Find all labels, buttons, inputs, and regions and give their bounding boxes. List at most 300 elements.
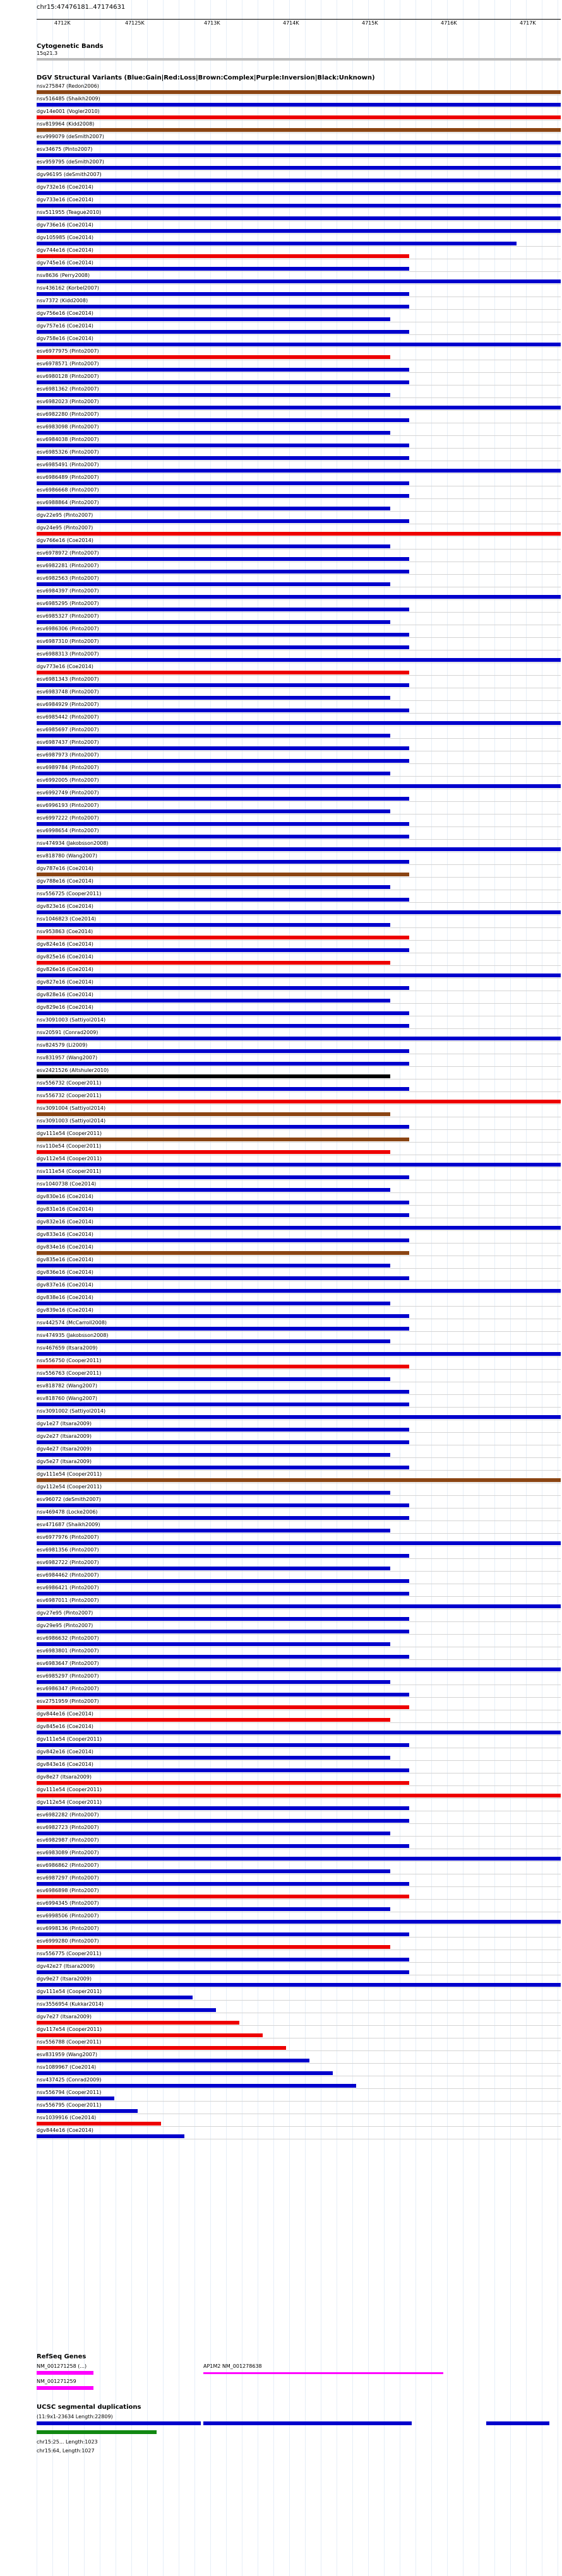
dgv-variant-bar[interactable] [37,2084,356,2088]
dgv-variant-bar[interactable] [37,2046,286,2050]
dgv-variant-bar[interactable] [37,898,409,902]
row-separator [37,902,561,903]
dgv-variant-bar[interactable] [37,1932,409,1936]
dgv-variant-bar[interactable] [37,1377,390,1381]
dgv-variant-bar[interactable] [37,1869,390,1873]
dgv-variant-bar[interactable] [37,1150,390,1154]
dgv-variant-bar[interactable] [37,1453,390,1457]
dgv-variant-bar[interactable] [37,1087,409,1091]
dgv-variant-bar[interactable] [37,721,561,725]
dgv-variant-bar[interactable] [37,1251,409,1255]
dgv-variant-bar[interactable] [37,254,409,258]
dgv-track-label: dgv744e16 (Coe2014) [37,247,93,253]
dgv-variant-bar[interactable] [37,658,561,662]
dgv-variant-bar[interactable] [37,469,561,473]
dgv-variant-bar[interactable] [37,242,517,245]
row-separator [37,637,561,638]
dgv-track-label: nsv8636 (Perry2008) [37,273,90,278]
row-separator [37,1798,561,1799]
dgv-track-label: esv6977976 (Pinto2007) [37,1534,99,1540]
dgv-track-label: nsv7372 (Kidd2008) [37,298,88,303]
dgv-variant-bar[interactable] [37,595,561,599]
dgv-variant-bar[interactable] [37,847,561,851]
row-separator [37,1571,561,1572]
dgv-variant-bar[interactable] [37,1630,409,1633]
dgv-variant-bar[interactable] [37,1844,409,1848]
dgv-variant-bar[interactable] [37,1781,409,1785]
row-separator [37,448,561,449]
row-separator [37,1457,561,1458]
dgv-variant-bar[interactable] [37,1604,561,1608]
dgv-track-label: esv6983748 (Pinto2007) [37,689,99,695]
cytoband-label: 15q21.3 [37,50,58,56]
dgv-variant-bar[interactable] [37,746,409,750]
dgv-variant-bar[interactable] [37,368,409,372]
dgv-track-label: dgv832e16 (Coe2014) [37,1219,93,1225]
dgv-track-label: dgv844e16 (Coe2014) [37,2127,93,2133]
dgv-variant-bar[interactable] [37,1264,390,1267]
refseq-gene-bar[interactable] [37,2371,93,2375]
row-separator [37,233,561,234]
dgv-variant-bar[interactable] [37,1100,561,1103]
dgv-variant-bar[interactable] [37,229,561,233]
dgv-variant-bar[interactable] [37,1642,390,1646]
dgv-track-label: esv6998654 (Pinto2007) [37,828,99,833]
ruler-tick-label: 4716K [441,20,457,26]
dgv-track-label: esv6986862 (Pinto2007) [37,1862,99,1868]
dgv-track-label: esv6981362 (Pinto2007) [37,386,99,392]
row-separator [37,1634,561,1635]
dgv-variant-bar[interactable] [37,1024,409,1028]
dgv-track-label: dgv4e27 (Itsara2009) [37,1446,92,1452]
dgv-variant-bar[interactable] [37,1352,561,1356]
dgv-variant-bar[interactable] [37,380,409,384]
row-separator [37,397,561,398]
row-separator [37,826,561,827]
dgv-track-label: esv6986489 (Pinto2007) [37,474,99,480]
dgv-variant-bar[interactable] [37,1554,409,1558]
dgv-variant-bar[interactable] [37,1731,561,1734]
dgv-track-label: dgv828e16 (Coe2014) [37,992,93,997]
row-separator [37,662,561,663]
dgv-variant-bar[interactable] [37,279,561,283]
dgv-variant-bar[interactable] [37,582,390,586]
dgv-variant-bar[interactable] [37,128,561,132]
dgv-variant-bar[interactable] [37,544,390,548]
dgv-variant-bar[interactable] [37,1718,390,1722]
dgv-variant-bar[interactable] [37,986,409,990]
dgv-variant-bar[interactable] [37,317,390,321]
dgv-variant-bar[interactable] [37,1138,409,1141]
dgv-variant-bar[interactable] [37,1125,409,1129]
dgv-track-label: esv6977975 (Pinto2007) [37,348,99,354]
ruler-tick-label: 4712K [54,20,71,26]
dgv-variant-bar[interactable] [37,772,390,775]
dgv-variant-bar[interactable] [37,2109,138,2113]
row-separator [37,549,561,550]
dgv-track-label: esv6987297 (Pinto2007) [37,1875,99,1881]
dgv-variant-bar[interactable] [37,1213,409,1217]
segdup-bar[interactable] [486,2421,549,2425]
dgv-variant-bar[interactable] [37,1226,561,1230]
dgv-variant-bar[interactable] [37,2033,263,2037]
dgv-variant-bar[interactable] [37,1693,409,1697]
dgv-variant-bar[interactable] [37,2097,114,2100]
dgv-variant-bar[interactable] [37,1289,561,1293]
dgv-variant-bar[interactable] [37,784,561,788]
dgv-variant-bar[interactable] [37,1832,390,1835]
dgv-variant-bar[interactable] [37,1857,561,1861]
dgv-track-label: esv6985697 (Pinto2007) [37,727,99,732]
dgv-track-label: dgv96195 (deSmith2007) [37,172,102,177]
dgv-variant-bar[interactable] [37,923,390,927]
dgv-variant-bar[interactable] [37,557,409,561]
row-separator [37,1962,561,1963]
dgv-variant-bar[interactable] [37,696,390,700]
dgv-variant-bar[interactable] [37,103,561,107]
ruler-tick-label: 4717K [520,20,536,26]
dgv-track-label: dgv826e16 (Coe2014) [37,967,93,972]
dgv-variant-bar[interactable] [37,1428,409,1432]
row-separator [37,1495,561,1496]
dgv-variant-bar[interactable] [37,406,561,409]
row-separator [37,347,561,348]
row-separator [37,1003,561,1004]
dgv-track-label: esv6986898 (Pinto2007) [37,1888,99,1893]
row-separator [37,1268,561,1269]
dgv-variant-bar[interactable] [37,2122,161,2126]
dgv-variant-bar[interactable] [37,1970,409,1974]
grid-line [447,0,448,2576]
dgv-variant-bar[interactable] [37,885,390,889]
dgv-track-label: dgv8e27 (Itsara2009) [37,1774,92,1780]
row-separator [37,965,561,966]
dgv-track-label: dgv111e54 (Cooper2011) [37,1471,102,1477]
dgv-variant-bar[interactable] [37,2071,333,2075]
dgv-variant-bar[interactable] [37,1806,409,1810]
dgv-variant-bar[interactable] [37,1478,561,1482]
dgv-track-label: dgv787e16 (Coe2014) [37,866,93,871]
dgv-variant-bar[interactable] [37,179,561,182]
dgv-variant-bar[interactable] [37,1907,390,1911]
dgv-track-label: esv6984397 (Pinto2007) [37,588,99,594]
row-separator [37,1722,561,1723]
dgv-variant-bar[interactable] [37,1655,409,1659]
dgv-variant-bar[interactable] [37,1074,390,1078]
refseq-gene-label: AP1M2 NM_001278638 [203,2363,262,2369]
dgv-variant-bar[interactable] [37,1365,409,1368]
dgv-track-label: nsv556750 (Cooper2011) [37,1358,102,1363]
dgv-variant-bar[interactable] [37,1882,409,1886]
row-separator [37,473,561,474]
dgv-variant-bar[interactable] [37,1201,409,1204]
dgv-variant-bar[interactable] [37,620,390,624]
dgv-variant-bar[interactable] [37,809,390,813]
row-separator [37,839,561,840]
dgv-variant-bar[interactable] [37,1768,409,1772]
dgv-variant-bar[interactable] [37,431,390,435]
row-separator [37,1836,561,1837]
ruler-line [37,19,561,20]
row-separator [37,2126,561,2127]
grid-line [163,0,164,2576]
ruler-tick-label: 47125K [125,20,145,26]
dgv-variant-bar[interactable] [37,873,409,876]
dgv-variant-bar[interactable] [37,1529,390,1532]
dgv-variant-bar[interactable] [37,709,409,712]
dgv-track-label: esv6982281 (Pinto2007) [37,563,99,568]
dgv-variant-bar[interactable] [37,1567,390,1570]
dgv-variant-bar[interactable] [37,1592,409,1596]
dgv-track-label: esv6999280 (Pinto2007) [37,1938,99,1944]
row-separator [37,334,561,335]
dgv-variant-bar[interactable] [37,1516,409,1520]
dgv-track-label: esv6981343 (Pinto2007) [37,676,99,682]
dgv-variant-bar[interactable] [37,267,409,271]
dgv-variant-bar[interactable] [37,507,390,510]
dgv-track-label: esv6983801 (Pinto2007) [37,1648,99,1654]
grid-line [431,0,432,2576]
dgv-track-label: nsv819964 (Kidd2008) [37,121,95,127]
row-separator [37,1924,561,1925]
dgv-variant-bar[interactable] [37,2059,309,2062]
segdup-bar[interactable] [203,2421,412,2425]
row-separator [37,1785,561,1786]
dgv-track-label: dgv736e16 (Coe2014) [37,222,93,228]
dgv-variant-bar[interactable] [37,999,390,1003]
dgv-variant-bar[interactable] [37,822,409,826]
dgv-track-label: esv6986347 (Pinto2007) [37,1686,99,1691]
dgv-track-label: dgv842e16 (Coe2014) [37,1749,93,1755]
dgv-variant-bar[interactable] [37,835,409,838]
dgv-variant-bar[interactable] [37,1415,561,1419]
dgv-variant-bar[interactable] [37,216,561,220]
dgv-variant-bar[interactable] [37,734,390,738]
row-separator [37,864,561,865]
dgv-track-label: esv6984038 (Pinto2007) [37,437,99,442]
segdup-bar[interactable] [37,2430,157,2434]
dgv-variant-bar[interactable] [37,343,561,346]
dgv-variant-bar[interactable] [37,961,390,965]
dgv-variant-bar[interactable] [37,1819,409,1823]
row-separator [37,309,561,310]
refseq-title: RefSeq Genes [37,2353,87,2360]
dgv-variant-bar[interactable] [37,1794,561,1797]
dgv-variant-bar[interactable] [37,1680,390,1684]
row-separator [37,927,561,928]
dgv-track-label: esv6985491 (Pinto2007) [37,462,99,468]
row-separator [37,1028,561,1029]
refseq-gene-bar[interactable] [37,2386,93,2390]
dgv-variant-bar[interactable] [37,1037,561,1040]
dgv-track-label: dgv831e16 (Coe2014) [37,1206,93,1212]
dgv-variant-bar[interactable] [37,1503,409,1507]
dgv-track-label: nsv1040738 (Coe2014) [37,1181,97,1187]
dgv-variant-bar[interactable] [37,1327,409,1331]
dgv-variant-bar[interactable] [37,1011,409,1015]
dgv-variant-bar[interactable] [37,1743,409,1747]
dgv-variant-bar[interactable] [37,141,561,144]
dgv-track-label: nsv474935 (Jakobsson2008) [37,1332,109,1338]
dgv-variant-bar[interactable] [37,494,409,498]
dgv-variant-bar[interactable] [37,1756,390,1760]
row-separator [37,107,561,108]
dgv-variant-bar[interactable] [37,2008,216,2012]
dgv-variant-bar[interactable] [37,608,409,611]
dgv-track-label: nsv469478 (Locke2006) [37,1509,98,1515]
dgv-variant-bar[interactable] [37,1491,390,1495]
dgv-variant-bar[interactable] [37,633,409,637]
row-separator [37,246,561,247]
dgv-track-label: dgv14e001 (Vogler2010) [37,109,100,114]
row-separator [37,1407,561,1408]
dgv-variant-bar[interactable] [37,1188,390,1192]
dgv-track-label: dgv758e16 (Coe2014) [37,336,93,341]
dgv-variant-bar[interactable] [37,948,409,952]
dgv-variant-bar[interactable] [37,166,561,170]
dgv-variant-bar[interactable] [37,418,409,422]
dgv-track-label: esv6996193 (Pinto2007) [37,803,99,808]
dgv-variant-bar[interactable] [37,671,409,674]
dgv-track-label: esv6987011 (Pinto2007) [37,1597,99,1603]
dgv-track-label: esv6985442 (Pinto2007) [37,714,99,720]
dgv-track-label: dgv27e95 (Pinto2007) [37,1610,93,1616]
dgv-variant-bar[interactable] [37,683,409,687]
row-separator [37,1041,561,1042]
dgv-variant-bar[interactable] [37,204,561,208]
dgv-variant-bar[interactable] [37,456,409,460]
dgv-variant-bar[interactable] [37,645,409,649]
dgv-track-label: esv6978972 (Pinto2007) [37,550,99,556]
dgv-variant-bar[interactable] [37,973,561,977]
dgv-variant-bar[interactable] [37,1579,409,1583]
row-separator [37,284,561,285]
dgv-track-label: dgv827e16 (Coe2014) [37,979,93,985]
cytoband-bar [37,58,561,61]
dgv-variant-bar[interactable] [37,1339,390,1343]
dgv-variant-bar[interactable] [37,1112,390,1116]
dgv-variant-bar[interactable] [37,1667,561,1671]
dgv-variant-bar[interactable] [37,570,409,573]
dgv-track-label: esv6988313 (Pinto2007) [37,651,99,657]
dgv-track-label: esv6982987 (Pinto2007) [37,1837,99,1843]
dgv-variant-bar[interactable] [37,292,409,296]
grid-line [305,0,306,2576]
dgv-variant-bar[interactable] [37,1983,561,1987]
row-separator [37,1369,561,1370]
segdup-bar[interactable] [37,2421,201,2425]
dgv-variant-bar[interactable] [37,1163,561,1167]
row-separator [37,1937,561,1938]
dgv-variant-bar[interactable] [37,1276,409,1280]
dgv-track-label: esv2421526 (Altshuler2010) [37,1067,109,1073]
segdup-label: (11:9x1-23634 Length:22809) [37,2414,113,2420]
dgv-track-label: dgv835e16 (Coe2014) [37,1257,93,1262]
dgv-variant-bar[interactable] [37,797,409,801]
dgv-track-label: nsv3091003 (Sattiyol2014) [37,1118,106,1124]
dgv-variant-bar[interactable] [37,860,409,864]
dgv-variant-bar[interactable] [37,90,561,94]
dgv-variant-bar[interactable] [37,936,409,939]
dgv-track-label: esv818782 (Wang2007) [37,1383,97,1389]
ruler-tick-label: 4715K [362,20,378,26]
dgv-variant-bar[interactable] [37,1302,390,1305]
row-separator [37,574,561,575]
dgv-variant-bar[interactable] [37,1238,409,1242]
dgv-variant-bar[interactable] [37,153,561,157]
dgv-variant-bar[interactable] [37,1617,409,1621]
dgv-track-label: esv6985326 (Pinto2007) [37,449,99,455]
dgv-track-label: esv6983089 (Pinto2007) [37,1850,99,1856]
dgv-variant-bar[interactable] [37,910,561,914]
dgv-variant-bar[interactable] [37,393,390,397]
row-separator [37,2000,561,2001]
dgv-track-label: dgv839e16 (Coe2014) [37,1307,93,1313]
dgv-track-label: dgv112e54 (Cooper2011) [37,1156,102,1162]
position-label: chr15:47476181..47174631 [37,4,126,11]
dgv-variant-bar[interactable] [37,1062,409,1066]
dgv-variant-bar[interactable] [37,1466,409,1469]
dgv-variant-bar[interactable] [37,1440,409,1444]
dgv-variant-bar[interactable] [37,444,409,447]
dgv-variant-bar[interactable] [37,1958,409,1961]
dgv-track-label: dgv111e54 (Cooper2011) [37,1131,102,1136]
dgv-track-label: esv96072 (deSmith2007) [37,1497,101,1502]
refseq-gene-bar[interactable] [203,2372,443,2374]
row-separator [37,1508,561,1509]
dgv-variant-bar[interactable] [37,2134,184,2138]
dgv-variant-bar[interactable] [37,330,409,334]
row-separator [37,612,561,613]
dgv-variant-bar[interactable] [37,1049,409,1053]
row-separator [37,814,561,815]
dgv-track-label: esv6992005 (Pinto2007) [37,777,99,783]
dgv-track-label: esv6982023 (Pinto2007) [37,399,99,404]
dgv-track-label: nsv556725 (Cooper2011) [37,891,102,897]
dgv-track-label: nsv275847 (Redon2006) [37,83,99,89]
dgv-variant-bar[interactable] [37,355,390,359]
dgv-variant-bar[interactable] [37,1996,193,1999]
dgv-variant-bar[interactable] [37,532,561,536]
row-separator [37,1735,561,1736]
dgv-track-label: esv6985297 (Pinto2007) [37,1673,99,1679]
dgv-track-label: esv6982723 (Pinto2007) [37,1825,99,1830]
dgv-variant-bar[interactable] [37,519,409,523]
dgv-track-label: esv6982282 (Pinto2007) [37,1812,99,1818]
dgv-variant-bar[interactable] [37,305,409,309]
dgv-variant-bar[interactable] [37,1541,561,1545]
dgv-variant-bar[interactable] [37,759,409,763]
dgv-variant-bar[interactable] [37,1403,409,1406]
dgv-variant-bar[interactable] [37,1390,409,1394]
dgv-track-label: dgv29e95 (Pinto2007) [37,1623,93,1628]
dgv-variant-bar[interactable] [37,115,561,119]
dgv-variant-bar[interactable] [37,1314,409,1318]
row-separator [37,435,561,436]
dgv-variant-bar[interactable] [37,1920,561,1924]
grid-line [494,0,495,2576]
dgv-variant-bar[interactable] [37,1175,409,1179]
dgv-variant-bar[interactable] [37,1945,390,1949]
dgv-track-label: nsv110e54 (Cooper2011) [37,1143,102,1149]
dgv-variant-bar[interactable] [37,481,409,485]
dgv-variant-bar[interactable] [37,1705,409,1709]
row-separator [37,940,561,941]
dgv-variant-bar[interactable] [37,191,561,195]
dgv-variant-bar[interactable] [37,1895,409,1898]
row-separator [37,1104,561,1105]
dgv-variant-bar[interactable] [37,2021,239,2025]
